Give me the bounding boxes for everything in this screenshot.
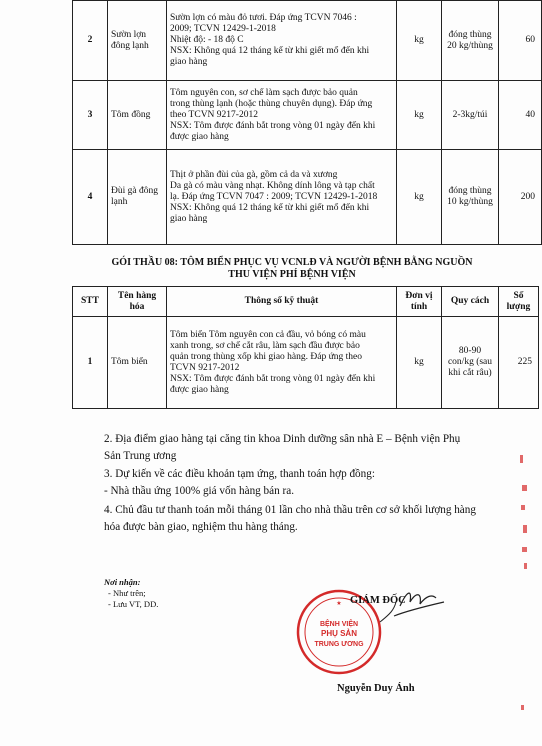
cell-spec [167,317,397,409]
header-pack: Quy cách [442,287,499,317]
recipients [104,577,158,610]
spec-line: 2009; TCVN 12429-1-2018 [170,24,276,34]
recipient-item: - Lưu VT, DD. [108,599,159,609]
spec-line: xanh trong, sơ chế cắt râu, làm sạch đầu được bảo [170,340,360,351]
spec-line: được giao hàng [170,131,229,142]
header-stt: STT [73,287,108,317]
section-title [92,257,492,281]
spec-line: trong thùng lạnh (hoặc thùng chuyên dụng). Đáp ứng [170,98,373,109]
signer-title: GIÁM ĐỐC [350,595,406,606]
spec-line: giao hàng [170,57,208,67]
spec-line: giao hàng [170,213,208,224]
spec-line: quản trong thùng xốp khi giao hàng. Đáp ứng theo [170,351,362,362]
paragraph-3-text: 3. Dự kiến về các điều khoản tạm ứng, thanh toán hợp đồng: [104,468,375,480]
table-row [73,150,542,245]
cell-spec [167,150,397,245]
cell-spec [167,81,397,150]
spec-line: NSX: Không quá 12 tháng kể từ khi giết mổ đến khi [170,202,370,213]
section-title-line2: THU VIỆN PHÍ BỆNH VIỆN [228,269,356,280]
paragraph-3 [104,466,494,500]
table-row [73,81,542,150]
spec-line: Tôm biển Tôm nguyên con cả đầu, vỏ bóng có màu [170,329,366,340]
cell-name: Đùi gà đông lạnh [108,150,167,245]
signer-name: Nguyễn Duy Ánh [337,683,415,694]
header-qty: Số lượng [499,287,539,317]
cell-pack: đóng thùng 10 kg/thùng [442,150,499,245]
section-title-line1: GÓI THẦU 08: TÔM BIỂN PHỤC VỤ VCNLĐ VÀ NGƯỜI BỆNH BẰNG NGUỒN [111,257,473,268]
paragraph-3-sub: - Nhà thầu ứng 100% giá vốn hàng bán ra. [104,485,294,497]
cell-name: Tôm đồng [108,81,167,150]
spec-line: theo TCVN 9217-2012 [170,109,258,120]
table-part-2 [72,286,539,409]
cell-unit: kg [397,317,442,409]
header-name: Tên hàng hóa [108,287,167,317]
stamp-text-top: BỆNH VIỆN [319,621,359,628]
recipient-item: - Như trên; [108,588,146,598]
cell-stt: 1 [73,317,108,409]
paragraph-2-line2: Sản Trung ương [104,450,177,462]
cell-stt: 2 [73,1,108,81]
paragraph-4-line1: 4. Chủ đầu tư thanh toán mỗi tháng 01 lần cho nhà thầu trên cơ sở khối lượng hàng [104,504,476,516]
paragraph-2 [104,431,494,465]
svg-text:★: ★ [336,601,342,607]
spec-line: NSX: Tôm được đánh bắt trong vòng 01 ngày đến khi [170,373,376,384]
margin-stamp-fragment [512,455,532,715]
table-part-1 [72,0,542,245]
cell-name: Sườn lợn đông lạnh [108,1,167,81]
spec-line: Thịt ở phần đùi của gà, gồm cả da và xương [170,169,338,180]
spec-line: NSX: Không quá 12 tháng kể từ khi giết mổ đến khi [170,46,370,56]
paragraph-2-line1: 2. Địa điểm giao hàng tại căng tin khoa Dinh dưỡng sân nhà E – Bệnh viện Phụ [104,433,461,445]
spec-line: lạ. Đáp ứng TCVN 7047 : 2009; TCVN 12429-1-2018 [170,191,378,202]
spec-line: Nhiệt độ: - 18 độ C [170,35,244,45]
cell-pack: 2-3kg/túi [442,81,499,150]
cell-stt: 3 [73,81,108,150]
table-row [73,1,542,81]
cell-qty: 200 [499,150,542,245]
spec-line: Tôm nguyên con, sơ chế làm sạch được bảo quản [170,87,358,98]
cell-pack: 80-90 con/kg (sau khi cắt râu) [442,317,499,409]
cell-stt: 4 [73,150,108,245]
paragraph-4 [104,502,494,536]
cell-pack: đóng thùng 20 kg/thùng [442,1,499,81]
table-row [73,317,539,409]
spec-line: NSX: Tôm được đánh bắt trong vòng 01 ngày đến khi [170,120,376,131]
stamp-text-bottom: TRUNG ƯƠNG [314,641,364,648]
cell-qty: 225 [499,317,539,409]
cell-spec [167,1,397,81]
spec-line: Da gà có màu vàng nhạt. Không dính lông và tạp chất [170,180,375,191]
spec-line: Sườn lợn có màu đỏ tươi. Đáp ứng TCVN 7046 : [170,13,357,23]
stamp-text-mid: PHỤ SẢN [320,629,358,638]
header-unit: Đơn vị tính [397,287,442,317]
cell-name: Tôm biển [108,317,167,409]
header-spec: Thông số kỹ thuật [167,287,397,317]
cell-unit: kg [397,1,442,81]
recipients-title: Nơi nhận: [104,577,141,587]
cell-unit: kg [397,81,442,150]
handwritten-signature [360,584,450,624]
spec-line: TCVN 9217-2012 [170,362,240,373]
paragraph-4-line2: hóa được bàn giao, nghiệm thu hàng tháng. [104,521,298,533]
table-header-row [73,287,539,317]
cell-unit: kg [397,150,442,245]
spec-line: được giao hàng [170,384,229,395]
cell-qty: 60 [499,1,542,81]
cell-qty: 40 [499,81,542,150]
